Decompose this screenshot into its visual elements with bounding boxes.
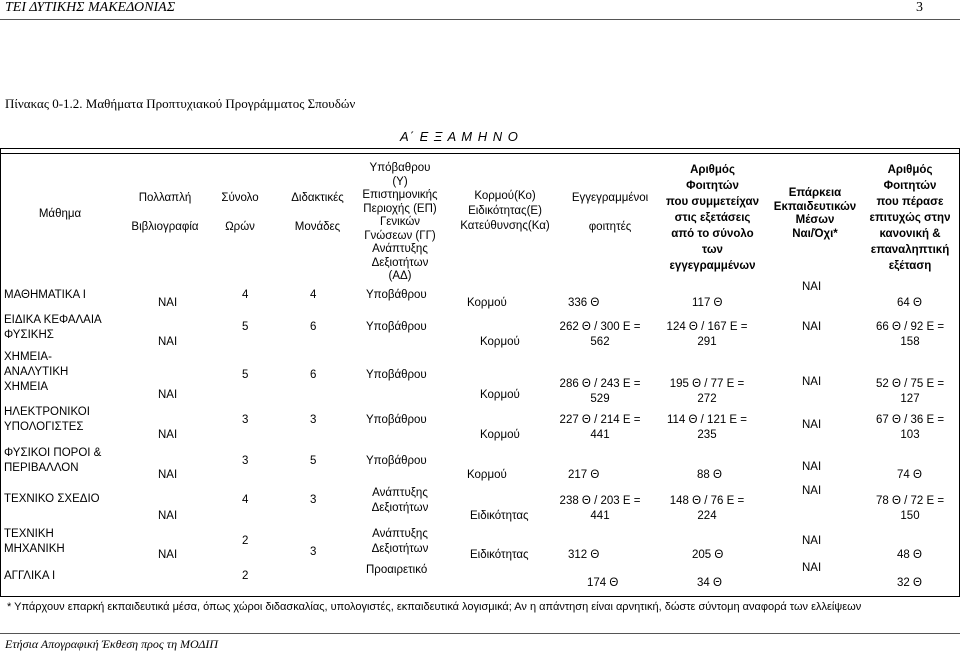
footer-divider	[0, 633, 960, 634]
semester-title: Α΄ Ε Ξ Α Μ Η Ν Ο	[400, 129, 519, 144]
col-course-header: Μάθημα	[38, 208, 82, 220]
row-6-enrolled: 312 Θ	[568, 549, 600, 561]
row-3-type: Υποβάθρου	[366, 414, 427, 426]
row-0-passed: 64 Θ	[897, 297, 922, 309]
footer-text: Ετήσια Απογραφική Έκθεση προς τη ΜΟΔΙΠ	[5, 637, 219, 651]
row-2-units: 6	[310, 369, 317, 381]
col-hours-header: Σύνολο Ωρών	[221, 192, 259, 233]
row-0-bibliography: ΝΑΙ	[158, 297, 178, 309]
row-2-participated: 195 Θ / 77 Ε = 272	[669, 378, 745, 405]
row-0-participated: 117 Θ	[692, 297, 723, 309]
row-7-means: ΝΑΙ	[802, 562, 822, 574]
row-0-means: ΝΑΙ	[802, 281, 822, 293]
row-4-course: ΦΥΣΙΚΟΙ ΠΟΡΟΙ & ΠΕΡΙΒΑΛΛΟΝ	[4, 447, 102, 474]
col-units-header: Διδακτικές Μονάδες	[291, 192, 344, 233]
row-5-type: Ανάπτυξης Δεξιοτήτων	[371, 487, 429, 514]
row-2-passed: 52 Θ / 75 Ε = 127	[875, 378, 945, 405]
row-0-type: Υποβάθρου	[366, 289, 427, 301]
row-7-participated: 34 Θ	[697, 577, 722, 589]
row-6-bibliography: ΝΑΙ	[158, 549, 178, 561]
table-top-rule	[0, 148, 960, 149]
row-1-bibliography: ΝΑΙ	[158, 336, 178, 348]
row-3-means: ΝΑΙ	[802, 419, 822, 431]
row-4-hours: 3	[242, 455, 249, 467]
row-6-means: ΝΑΙ	[802, 535, 822, 547]
row-3-hours: 3	[242, 414, 249, 426]
row-3-course: ΗΛΕΚΤΡΟΝΙΚΟΙ ΥΠΟΛΟΓΙΣΤΕΣ	[4, 406, 90, 433]
row-6-passed: 48 Θ	[897, 549, 922, 561]
header-institution: ΤΕΙ ΔΥΤΙΚΗΣ ΜΑΚΕΔΟΝΙΑΣ	[5, 0, 176, 15]
row-6-hours: 2	[242, 535, 249, 547]
header-divider	[0, 19, 960, 20]
row-7-course: ΑΓΓΛΙΚΑ Ι	[4, 570, 56, 582]
row-3-bibliography: ΝΑΙ	[158, 429, 178, 441]
row-0-hours: 4	[242, 289, 249, 301]
row-5-participated: 148 Θ / 76 Ε = 224	[669, 495, 745, 522]
row-2-direction: Κορμού	[480, 389, 520, 401]
row-5-passed: 78 Θ / 72 Ε = 150	[875, 495, 945, 522]
row-0-enrolled: 336 Θ	[568, 297, 600, 309]
row-1-units: 6	[310, 321, 317, 333]
row-2-type: Υποβάθρου	[366, 369, 427, 381]
col-direction-header: Κορμού(Κο) Ειδικότητας(Ε) Κατεύθυνσης(Κα)	[460, 190, 550, 232]
row-0-direction: Κορμού	[467, 297, 507, 309]
row-7-enrolled: 174 Θ	[587, 577, 619, 589]
row-1-passed: 66 Θ / 92 Ε = 158	[875, 321, 945, 348]
col-enrolled-header: Εγγεγραμμένοι φοιτητές	[571, 192, 649, 233]
row-3-units: 3	[310, 414, 317, 426]
col-participated-header: Αριθμός Φοιτητών που συμμετείχαν στις εξετάσεις από το σύνολο των εγγεγραμμένων	[666, 164, 759, 272]
row-2-bibliography: ΝΑΙ	[158, 389, 178, 401]
row-7-hours: 2	[242, 570, 249, 582]
row-4-participated: 88 Θ	[697, 469, 722, 481]
row-1-participated: 124 Θ / 167 Ε = 291	[666, 321, 748, 348]
footnote: * Υπάρχουν επαρκή εκπαιδευτικά μέσα, όπως χώροι διδασκαλίας, υπολογιστές, εκπαιδευτικά λογισμικά; Αν η απάντηση είναι αρνητική, δώστε σύντομη αναφορά των ελλείψεων	[7, 601, 862, 613]
page-number: 3	[916, 0, 923, 15]
row-4-type: Υποβάθρου	[366, 455, 427, 467]
col-type-header: Υπόβαθρου (Υ) Επιστημονικής Περιοχής (ΕΠ) Γενικών Γνώσεων (ΓΓ) Ανάπτυξης Δεξιοτήτων (ΑΔ)	[362, 162, 438, 282]
row-4-bibliography: ΝΑΙ	[158, 469, 178, 481]
row-6-direction: Ειδικότητας	[470, 549, 529, 561]
row-2-hours: 5	[242, 369, 249, 381]
row-4-passed: 74 Θ	[897, 469, 922, 481]
col-bibliography-header: Πολλαπλή Βιβλιογραφία	[131, 192, 199, 233]
row-7-passed: 32 Θ	[897, 577, 922, 589]
row-5-bibliography: ΝΑΙ	[158, 510, 178, 522]
row-2-means: ΝΑΙ	[802, 376, 822, 388]
row-3-participated: 114 Θ / 121 Ε = 235	[666, 414, 748, 441]
row-5-direction: Ειδικότητας	[470, 510, 529, 522]
row-5-enrolled: 238 Θ / 203 Ε = 441	[559, 495, 641, 522]
row-3-direction: Κορμού	[480, 429, 520, 441]
row-1-course: ΕΙΔΙΚΑ ΚΕΦΑΛΑΙΑ ΦΥΣΙΚΗΣ	[4, 314, 102, 341]
row-0-course: ΜΑΘΗΜΑΤΙΚΑ Ι	[4, 289, 86, 301]
row-6-course: ΤΕΧΝΙΚΗ ΜΗΧΑΝΙΚΗ	[4, 528, 65, 555]
table-top-rule-2	[0, 153, 960, 154]
row-4-units: 5	[310, 455, 317, 467]
row-4-direction: Κορμού	[467, 469, 507, 481]
row-6-units: 3	[310, 546, 317, 558]
row-1-means: ΝΑΙ	[802, 321, 822, 333]
row-1-hours: 5	[242, 321, 249, 333]
row-4-enrolled: 217 Θ	[568, 469, 600, 481]
row-0-units: 4	[310, 289, 317, 301]
row-2-course: ΧΗΜΕΙΑ- ΑΝΑΛΥΤΙΚΗ ΧΗΜΕΙΑ	[4, 351, 69, 393]
row-3-enrolled: 227 Θ / 214 Ε = 441	[559, 414, 641, 441]
col-means-header: Επάρκεια Εκπαιδευτικών Μέσων Ναι/Όχι*	[773, 187, 857, 240]
col-passed-header: Αριθμός Φοιτητών που πέρασε επιτυχώς στην κανονική & επαναληπτική εξέταση	[869, 164, 951, 272]
row-6-participated: 205 Θ	[692, 549, 724, 561]
row-5-course: ΤΕΧΝΙΚΟ ΣΧΕΔΙΟ	[4, 493, 100, 505]
row-5-means: ΝΑΙ	[802, 485, 822, 497]
row-3-passed: 67 Θ / 36 Ε = 103	[875, 414, 945, 441]
row-5-units: 3	[310, 494, 317, 506]
row-2-enrolled: 286 Θ / 243 Ε = 529	[559, 378, 641, 405]
row-4-means: ΝΑΙ	[802, 461, 822, 473]
row-1-direction: Κορμού	[480, 336, 520, 348]
row-1-enrolled: 262 Θ / 300 Ε = 562	[559, 321, 641, 348]
table-bottom-rule	[0, 596, 960, 597]
row-6-type: Ανάπτυξης Δεξιοτήτων	[371, 528, 429, 555]
table-caption: Πίνακας 0-1.2. Μαθήματα Προπτυχιακού Προγράμματος Σπουδών	[5, 96, 356, 111]
row-1-type: Υποβάθρου	[366, 321, 427, 333]
row-7-type: Προαιρετικό	[366, 564, 428, 576]
row-5-hours: 4	[242, 494, 249, 506]
